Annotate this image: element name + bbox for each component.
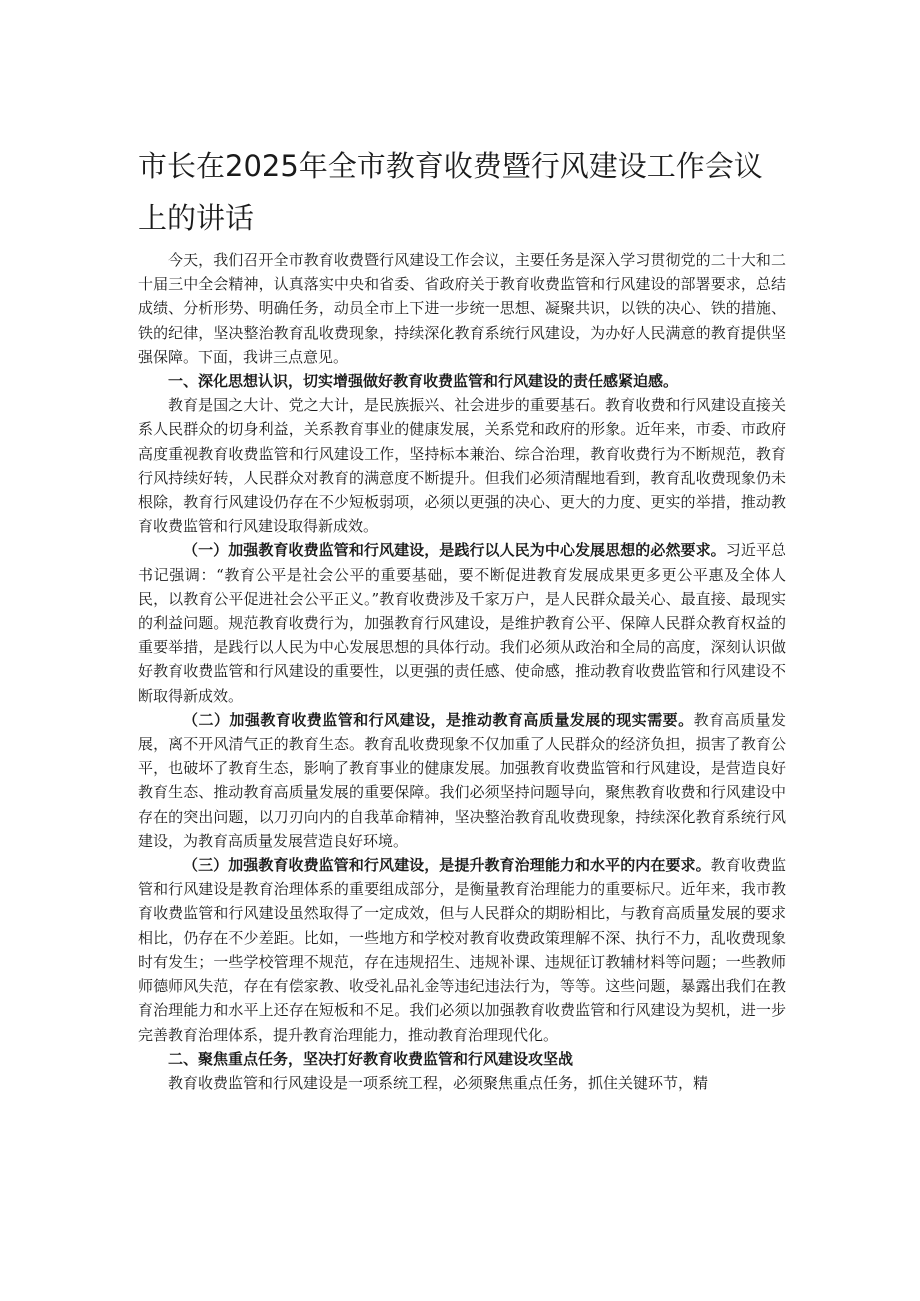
subsection-2 [138, 708, 786, 853]
document-body [138, 248, 786, 1095]
section-2-paragraph: 教育收费监管和行风建设是一项系统工程，必须聚焦重点任务，抓住关键环节，精 [168, 1073, 709, 1092]
subsection-3 [138, 853, 786, 1047]
subsection-1-lead: （一）加强教育收费监管和行风建设，是践行以人民为中心发展思想的必然要求。 [183, 541, 726, 560]
section-heading-1: 一、深化思想认识，切实增强做好教育收费监管和行风建设的责任感紧迫感。 [168, 372, 679, 391]
section-1-paragraph: 教育是国之大计、党之大计，是民族振兴、社会进步的重要基石。教育收费和行风建设直接关系人民群众的切身利益，关系教育事业的健康发展，关系党和政府的形象。近年来，市委、市政府高度重视教育收费监管和行风建设工作，坚持标本兼治、综合治理，教育收费行为不断规范，教育行风持续好转，人民群众对教育的满意度不断提升。但我们必须清醒地看到，教育乱收费现象仍未根除，教育行风建设仍存在不少短板弱项，必须以更强的决心、更大的力度、更实的举措，推动教育收费监管和行风建设取得新成效。 [138, 396, 786, 536]
subsection-2-text: 教育高质量发展，离不开风清气正的教育生态。教育乱收费现象不仅加重了人民群众的经济负担，损害了教育公平，也破坏了教育生态，影响了教育事业的健康发展。加强教育收费监管和行风建设，是营造良好教育生态、推动教育高质量发展的重要保障。我们必须坚持问题导向，聚焦教育收费和行风建设中存在的突出问题，以刀刃向内的自我革命精神，坚决整治教育乱收费现象，持续深化教育系统行风建设，为教育高质量发展营造良好环境。 [138, 710, 786, 850]
subsection-3-lead: （三）加强教育收费监管和行风建设，是提升教育治理能力和水平的内在要求。 [183, 856, 711, 875]
document-title: 市长在2025年全市教育收费暨行风建设工作会议上的讲话 [138, 149, 763, 235]
subsection-1 [138, 538, 786, 707]
subsection-3-text: 教育收费监管和行风建设是教育治理体系的重要组成部分，是衡量教育治理能力的重要标尺。近年来，我市教育收费监管和行风建设虽然取得了一定成效，但与人民群众的期盼相比，与教育高质量发展的要求相比，仍存在不少差距。比如，一些地方和学校对教育收费政策理解不深、执行不力，乱收费现象时有发生；一些学校管理不规范，存在违规招生、违规补课、违规征订教辅材料等问题；一些教师师德师风失范，存在有偿家教、收受礼品礼金等违纪违法行为，等等。这些问题，暴露出我们在教育治理能力和水平上还存在短板和不足。我们必须以加强教育收费监管和行风建设为契机，进一步完善教育治理体系，提升教育治理能力，推动教育治理现代化。 [138, 856, 786, 1044]
section-heading-2: 二、聚焦重点任务，坚决打好教育收费监管和行风建设攻坚战 [168, 1049, 574, 1068]
subsection-1-text: 习近平总书记强调：“教育公平是社会公平的重要基础，要不断促进教育发展成果更多更公平惠及全体人民，以教育公平促进社会公平正义。”教育收费涉及千家万户，是人民群众最关心、最直接、最现实的利益问题。规范教育收费行为，加强教育行风建设，是维护教育公平、保障人民群众教育权益的重要举措，是践行以人民为中心发展思想的具体行动。我们必须从政治和全局的高度，深刻认识做好教育收费监管和行风建设的重要性，以更强的责任感、使命感，推动教育收费监管和行风建设不断取得新成效。 [138, 541, 786, 705]
subsection-2-lead: （二）加强教育收费监管和行风建设，是推动教育高质量发展的现实需要。 [183, 710, 694, 729]
intro-paragraph: 今天，我们召开全市教育收费暨行风建设工作会议，主要任务是深入学习贯彻党的二十大和二十届三中全会精神，认真落实中央和省委、省政府关于教育收费监管和行风建设的部署要求，总结成绩、分析形势、明确任务，动员全市上下进一步统一思想、凝聚共识，以铁的决心、铁的措施、铁的纪律，坚决整治教育乱收费现象，持续深化教育系统行风建设，为办好人民满意的教育提供坚强保障。下面，我讲三点意见。 [138, 251, 786, 366]
